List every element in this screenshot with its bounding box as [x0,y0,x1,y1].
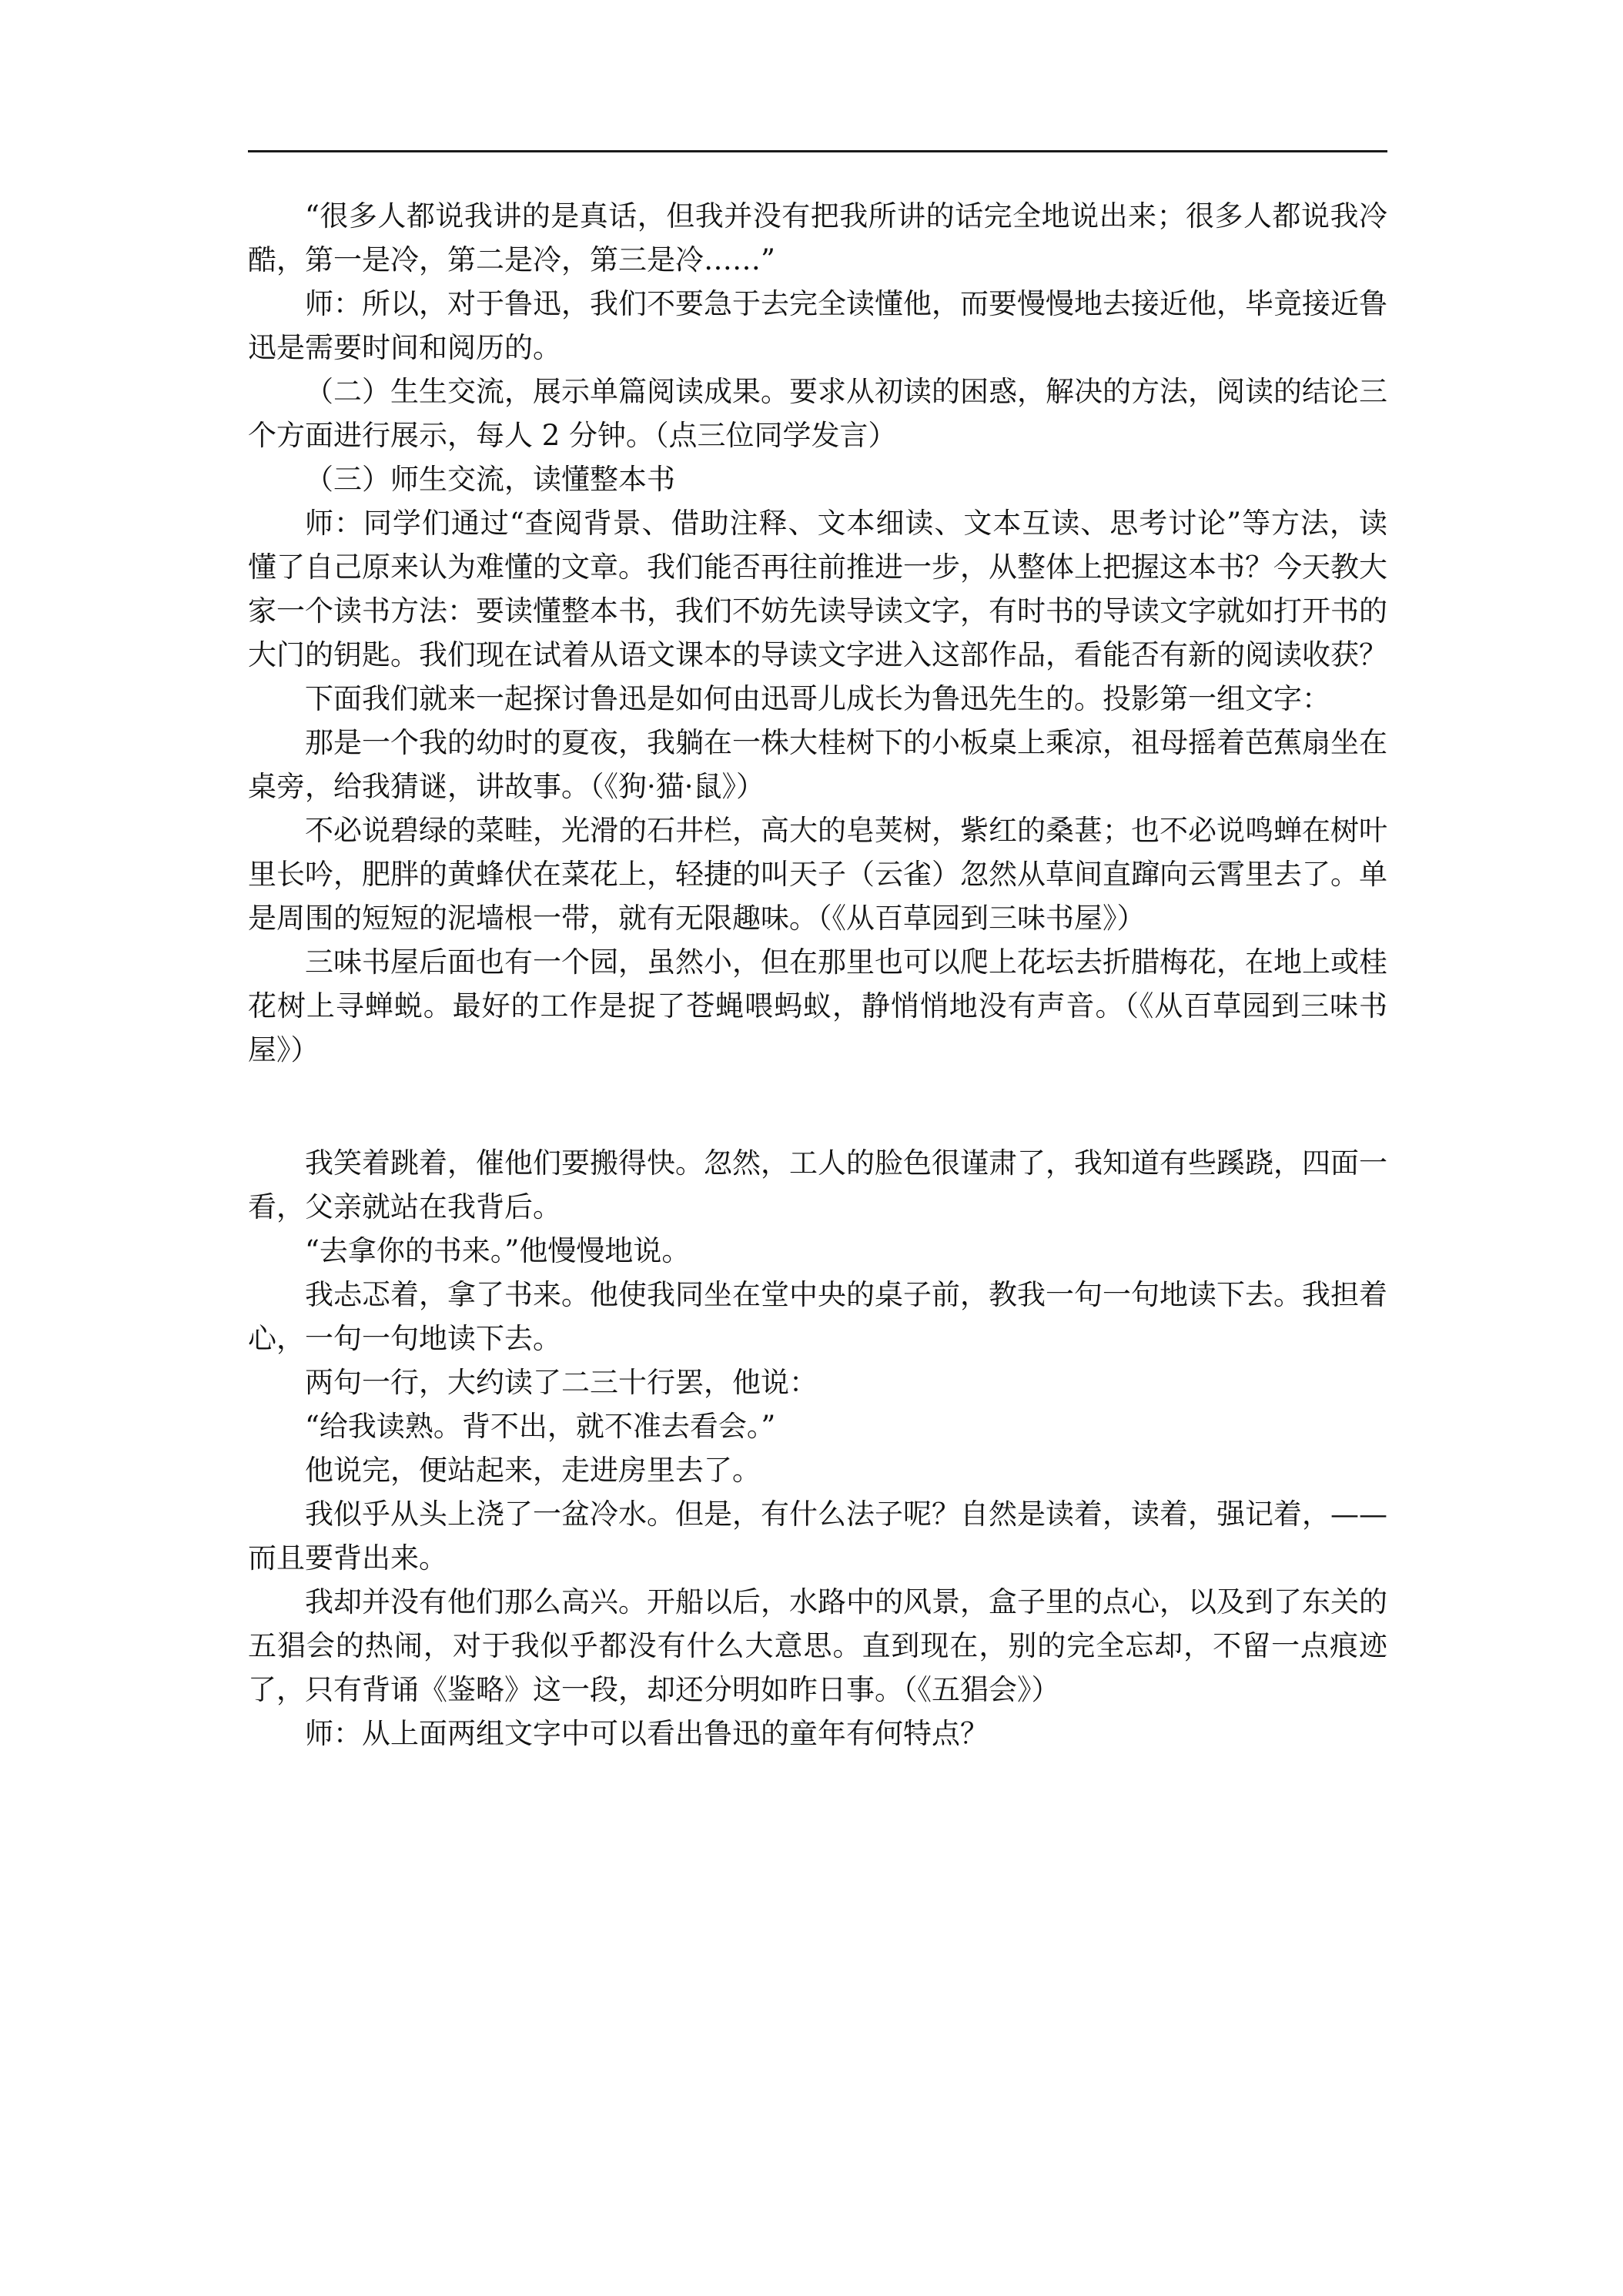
paragraph: 师：所以，对于鲁迅，我们不要急于去完全读懂他，而要慢慢地去接近他，毕竟接近鲁迅是需要时间和阅历的。 [248,287,1387,364]
paragraph: （二）生生交流，展示单篇阅读成果。要求从初读的困惑，解决的方法，阅读的结论三个方面进行展示，每人 2 分钟。（点三位同学发言） [248,375,1387,452]
paragraph: （三）师生交流，读懂整本书 [305,463,675,496]
blank-line [248,1072,1387,1141]
paragraph: 我却并没有他们那么高兴。开船以后，水路中的风景，盒子里的点心，以及到了东关的五猖会的热闹，对于我似乎都没有什么大意思。直到现在，别的完全忘却，不留一点痕迹了，只有背诵《鉴略》这一段，却还分明如昨日事。（《五猖会》） [248,1585,1387,1706]
paragraph: 我笑着跳着，催他们要搬得快。忽然，工人的脸色很谨肃了，我知道有些蹊跷，四面一看，父亲就站在我背后。 [248,1146,1387,1223]
document-body [248,194,1387,1755]
paragraph: “给我读熟。背不出，就不准去看会。” [305,1410,776,1443]
paragraph: 师：同学们通过“查阅背景、借助注释、文本细读、文本互读、思考讨论”等方法，读懂了自己原来认为难懂的文章。我们能否再往前推进一步，从整体上把握这本书？今天教大家一个读书方法：要读懂整本书，我们不妨先读导读文字，有时书的导读文字就如打开书的大门的钥匙。我们现在试着从语文课本的导读文字进入这部作品，看能否有新的阅读收获？ [248,507,1387,671]
paragraph: 我似乎从头上浇了一盆冷水。但是，有什么法子呢？自然是读着，读着，强记着，——而且要背出来。 [248,1498,1387,1575]
paragraph: 下面我们就来一起探讨鲁迅是如何由迅哥儿成长为鲁迅先生的。投影第一组文字： [305,682,1330,715]
paragraph: 三味书屋后面也有一个园，虽然小，但在那里也可以爬上花坛去折腊梅花，在地上或桂花树上寻蝉蜕。最好的工作是捉了苍蝇喂蚂蚁，静悄悄地没有声音。（《从百草园到三味书屋》） [248,946,1387,1066]
header-rule [248,150,1387,152]
paragraph: “去拿你的书来。”他慢慢地说。 [305,1234,691,1267]
paragraph: 师：从上面两组文字中可以看出鲁迅的童年有何特点？ [305,1717,989,1750]
paragraph: 那是一个我的幼时的夏夜，我躺在一株大桂树下的小板桌上乘凉，祖母摇着芭蕉扇坐在桌旁，给我猜谜，讲故事。（《狗·猫·鼠》） [248,726,1387,803]
paragraph: “很多人都说我讲的是真话，但我并没有把我所讲的话完全地说出来；很多人都说我冷酷，第一是冷，第二是冷，第三是冷……” [248,199,1387,276]
paragraph: 我忐忑着，拿了书来。他使我同坐在堂中央的桌子前，教我一句一句地读下去。我担着心，一句一句地读下去。 [248,1278,1387,1355]
paragraph: 不必说碧绿的菜畦，光滑的石井栏，高大的皂荚树，紫红的桑葚；也不必说鸣蝉在树叶里长吟，肥胖的黄蜂伏在菜花上，轻捷的叫天子（云雀）忽然从草间直蹿向云霄里去了。单是周围的短短的泥墙根一带，就有无限趣味。（《从百草园到三味书屋》） [248,814,1387,935]
paragraph: 他说完，便站起来，走进房里去了。 [305,1454,761,1487]
paragraph: 两句一行，大约读了二三十行罢，他说： [305,1366,818,1399]
